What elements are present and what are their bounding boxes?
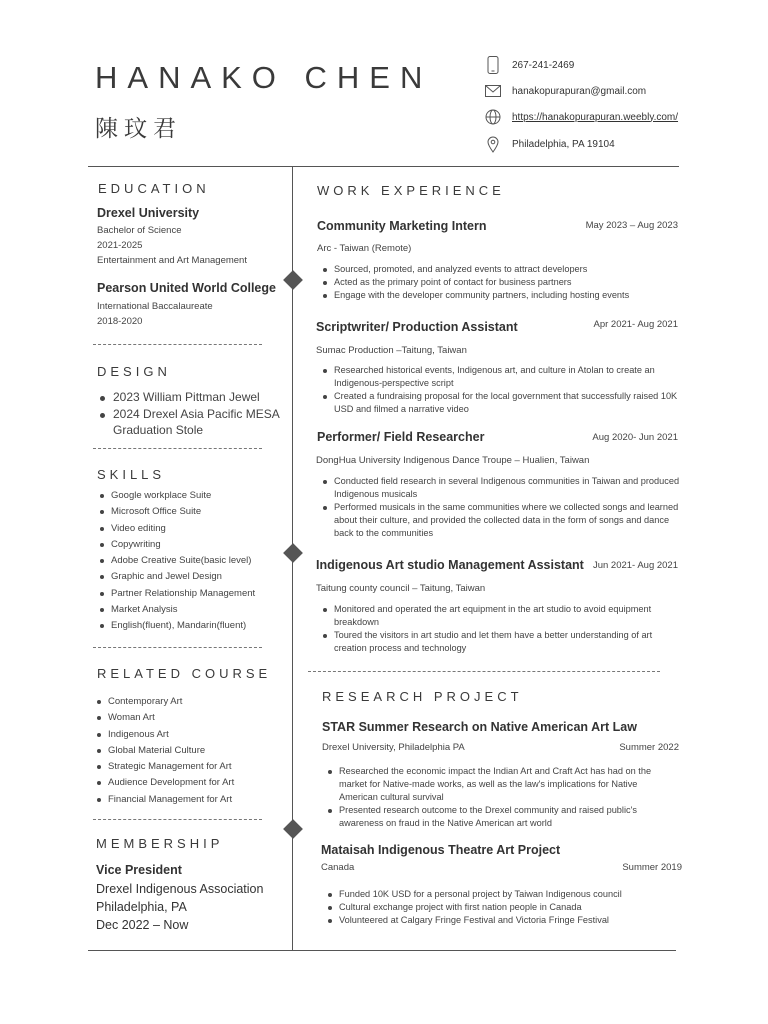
list-item: Adobe Creative Suite(basic level) [97, 553, 255, 569]
project-date: Summer 2019 [622, 862, 682, 873]
resume-name: HANAKO CHEN [95, 60, 433, 95]
membership-heading: MEMBERSHIP [96, 836, 224, 851]
list-item-continuation: Graduation Stole [113, 423, 204, 437]
list-item: Global Material Culture [94, 743, 234, 759]
project-bullets [325, 888, 675, 927]
list-item: Conducted field research in several Indigenous communities in Taiwan and produced Indigenous musicals [320, 475, 680, 501]
skills-list [97, 488, 255, 635]
job-date: Aug 2020- Jun 2021 [592, 432, 678, 443]
list-item: Market Analysis [97, 602, 255, 618]
list-item: Graphic and Jewel Design [97, 569, 255, 585]
globe-icon [484, 108, 502, 126]
job-date: Jun 2021- Aug 2021 [592, 560, 678, 571]
job-org: Sumac Production –Taitung, Taiwan [316, 345, 467, 356]
job-bullets [320, 603, 680, 655]
job-date: May 2023 – Aug 2023 [585, 220, 678, 231]
location-pin-icon [484, 135, 502, 153]
header-divider [88, 166, 679, 167]
contact-phone [484, 55, 575, 75]
school-name: Pearson United World College [97, 281, 276, 295]
list-item: Performed musicals in the same communities where we collected songs and learned about their culture, and provided the collected data in the form of songs and dance back to the communities [320, 501, 680, 540]
section-divider [93, 819, 262, 820]
project-org: Canada [321, 862, 355, 873]
section-divider [93, 448, 262, 449]
list-item: Sourced, promoted, and analyzed events to attract developers [320, 263, 680, 276]
school-detail: 2018-2020 [97, 316, 143, 327]
job-org: Taitung county council – Taitung, Taiwan [316, 583, 486, 594]
job-org: DongHua University Indigenous Dance Troupe – Hualien, Taiwan [316, 455, 590, 466]
chinese-name: 陳玟君 [95, 116, 182, 142]
contact-location [484, 134, 615, 154]
list-item: English(fluent), Mandarin(fluent) [97, 618, 255, 634]
list-item: Financial Management for Art [94, 792, 234, 808]
website-link[interactable]: https://hanakopurapuran.weebly.com/ [512, 111, 679, 123]
footer-divider [88, 950, 676, 951]
list-item: Volunteered at Calgary Fringe Festival and Victoria Fringe Festival [325, 914, 675, 927]
work-heading: WORK EXPERIENCE [317, 183, 505, 198]
project-title: STAR Summer Research on Native American Art Law [322, 720, 637, 734]
school-name: Drexel University [97, 206, 200, 220]
list-item: Video editing [97, 521, 255, 537]
courses-heading: RELATED COURSE [97, 666, 272, 681]
list-item: Toured the visitors in art studio and let them have a better understanding of art creation process and technology [320, 629, 680, 655]
phone-text: 267-241-2469 [512, 59, 575, 71]
job-bullets [320, 475, 680, 540]
membership-line: Drexel Indigenous Association [96, 882, 264, 896]
list-item: Acted as the primary point of contact for business partners [320, 276, 680, 289]
design-list [97, 389, 280, 423]
list-item: Presented research outcome to the Drexel community and raised public's awareness on fraud in the Native American art world [325, 804, 675, 830]
divider-diamond [283, 819, 303, 839]
list-item: Monitored and operated the art equipment in the art studio to avoid equipment breakdown [320, 603, 680, 629]
divider-diamond [283, 543, 303, 563]
membership-line: Dec 2022 – Now [96, 918, 189, 932]
list-item: Microsoft Office Suite [97, 504, 255, 520]
section-divider [93, 647, 262, 648]
membership-line: Philadelphia, PA [96, 900, 187, 914]
list-item: Google workplace Suite [97, 488, 255, 504]
location-text: Philadelphia, PA 19104 [512, 138, 615, 150]
research-heading: RESEARCH PROJECT [322, 689, 523, 704]
project-title: Mataisah Indigenous Theatre Art Project [321, 843, 561, 857]
list-item: 2023 William Pittman Jewel [97, 389, 280, 406]
list-item: Partner Relationship Management [97, 586, 255, 602]
list-item: Researched the economic impact the Indian Art and Craft Act has had on the market for Native-made works, as well as the law's implications for Native American cultural survival [325, 765, 675, 804]
list-item: Strategic Management for Art [94, 759, 234, 775]
project-org: Drexel University, Philadelphia PA [322, 742, 465, 753]
list-item: Audience Development for Art [94, 775, 234, 791]
divider-diamond [283, 270, 303, 290]
job-title: Performer/ Field Researcher [317, 430, 485, 444]
job-title: Indigenous Art studio Management Assistant [316, 558, 584, 572]
contact-email [484, 81, 647, 101]
phone-icon [484, 56, 502, 74]
job-title: Scriptwriter/ Production Assistant [316, 320, 518, 334]
school-detail: 2021-2025 [97, 240, 143, 251]
job-title: Community Marketing Intern [317, 219, 487, 233]
list-item: 2024 Drexel Asia Pacific MESA [97, 406, 280, 423]
project-date: Summer 2022 [619, 742, 679, 753]
job-bullets [320, 263, 680, 302]
list-item: Cultural exchange project with first nation people in Canada [325, 901, 675, 914]
list-item: Contemporary Art [94, 694, 234, 710]
list-item: Funded 10K USD for a personal project by Taiwan Indigenous council [325, 888, 675, 901]
job-org: Arc - Taiwan (Remote) [317, 243, 412, 254]
section-divider [308, 671, 660, 672]
design-heading: DESIGN [97, 364, 171, 379]
membership-role: Vice President [96, 863, 182, 877]
school-detail: International Baccalaureate [97, 301, 213, 312]
section-divider [93, 344, 262, 345]
job-date: Apr 2021- Aug 2021 [593, 319, 678, 330]
education-heading: EDUCATION [98, 181, 210, 196]
job-bullets [320, 364, 680, 416]
contact-website [484, 107, 679, 127]
list-item: Researched historical events, Indigenous art, and culture in Atolan to create an Indigenous-perspective script [320, 364, 680, 390]
mail-icon [484, 82, 502, 100]
courses-list [94, 694, 234, 808]
list-item: Engage with the developer community partners, including hosting events [320, 289, 680, 302]
skills-heading: SKILLS [97, 467, 166, 482]
school-detail: Bachelor of Science [97, 225, 182, 236]
school-detail: Entertainment and Art Management [97, 255, 247, 266]
list-item: Woman Art [94, 710, 234, 726]
email-text[interactable]: hanakopurapuran@gmail.com [512, 85, 647, 97]
list-item: Indigenous Art [94, 727, 234, 743]
list-item: Created a fundraising proposal for the local government that successfully raised 10K USD and filmed a narrative video [320, 390, 680, 416]
list-item: Copywriting [97, 537, 255, 553]
project-bullets [325, 765, 675, 830]
